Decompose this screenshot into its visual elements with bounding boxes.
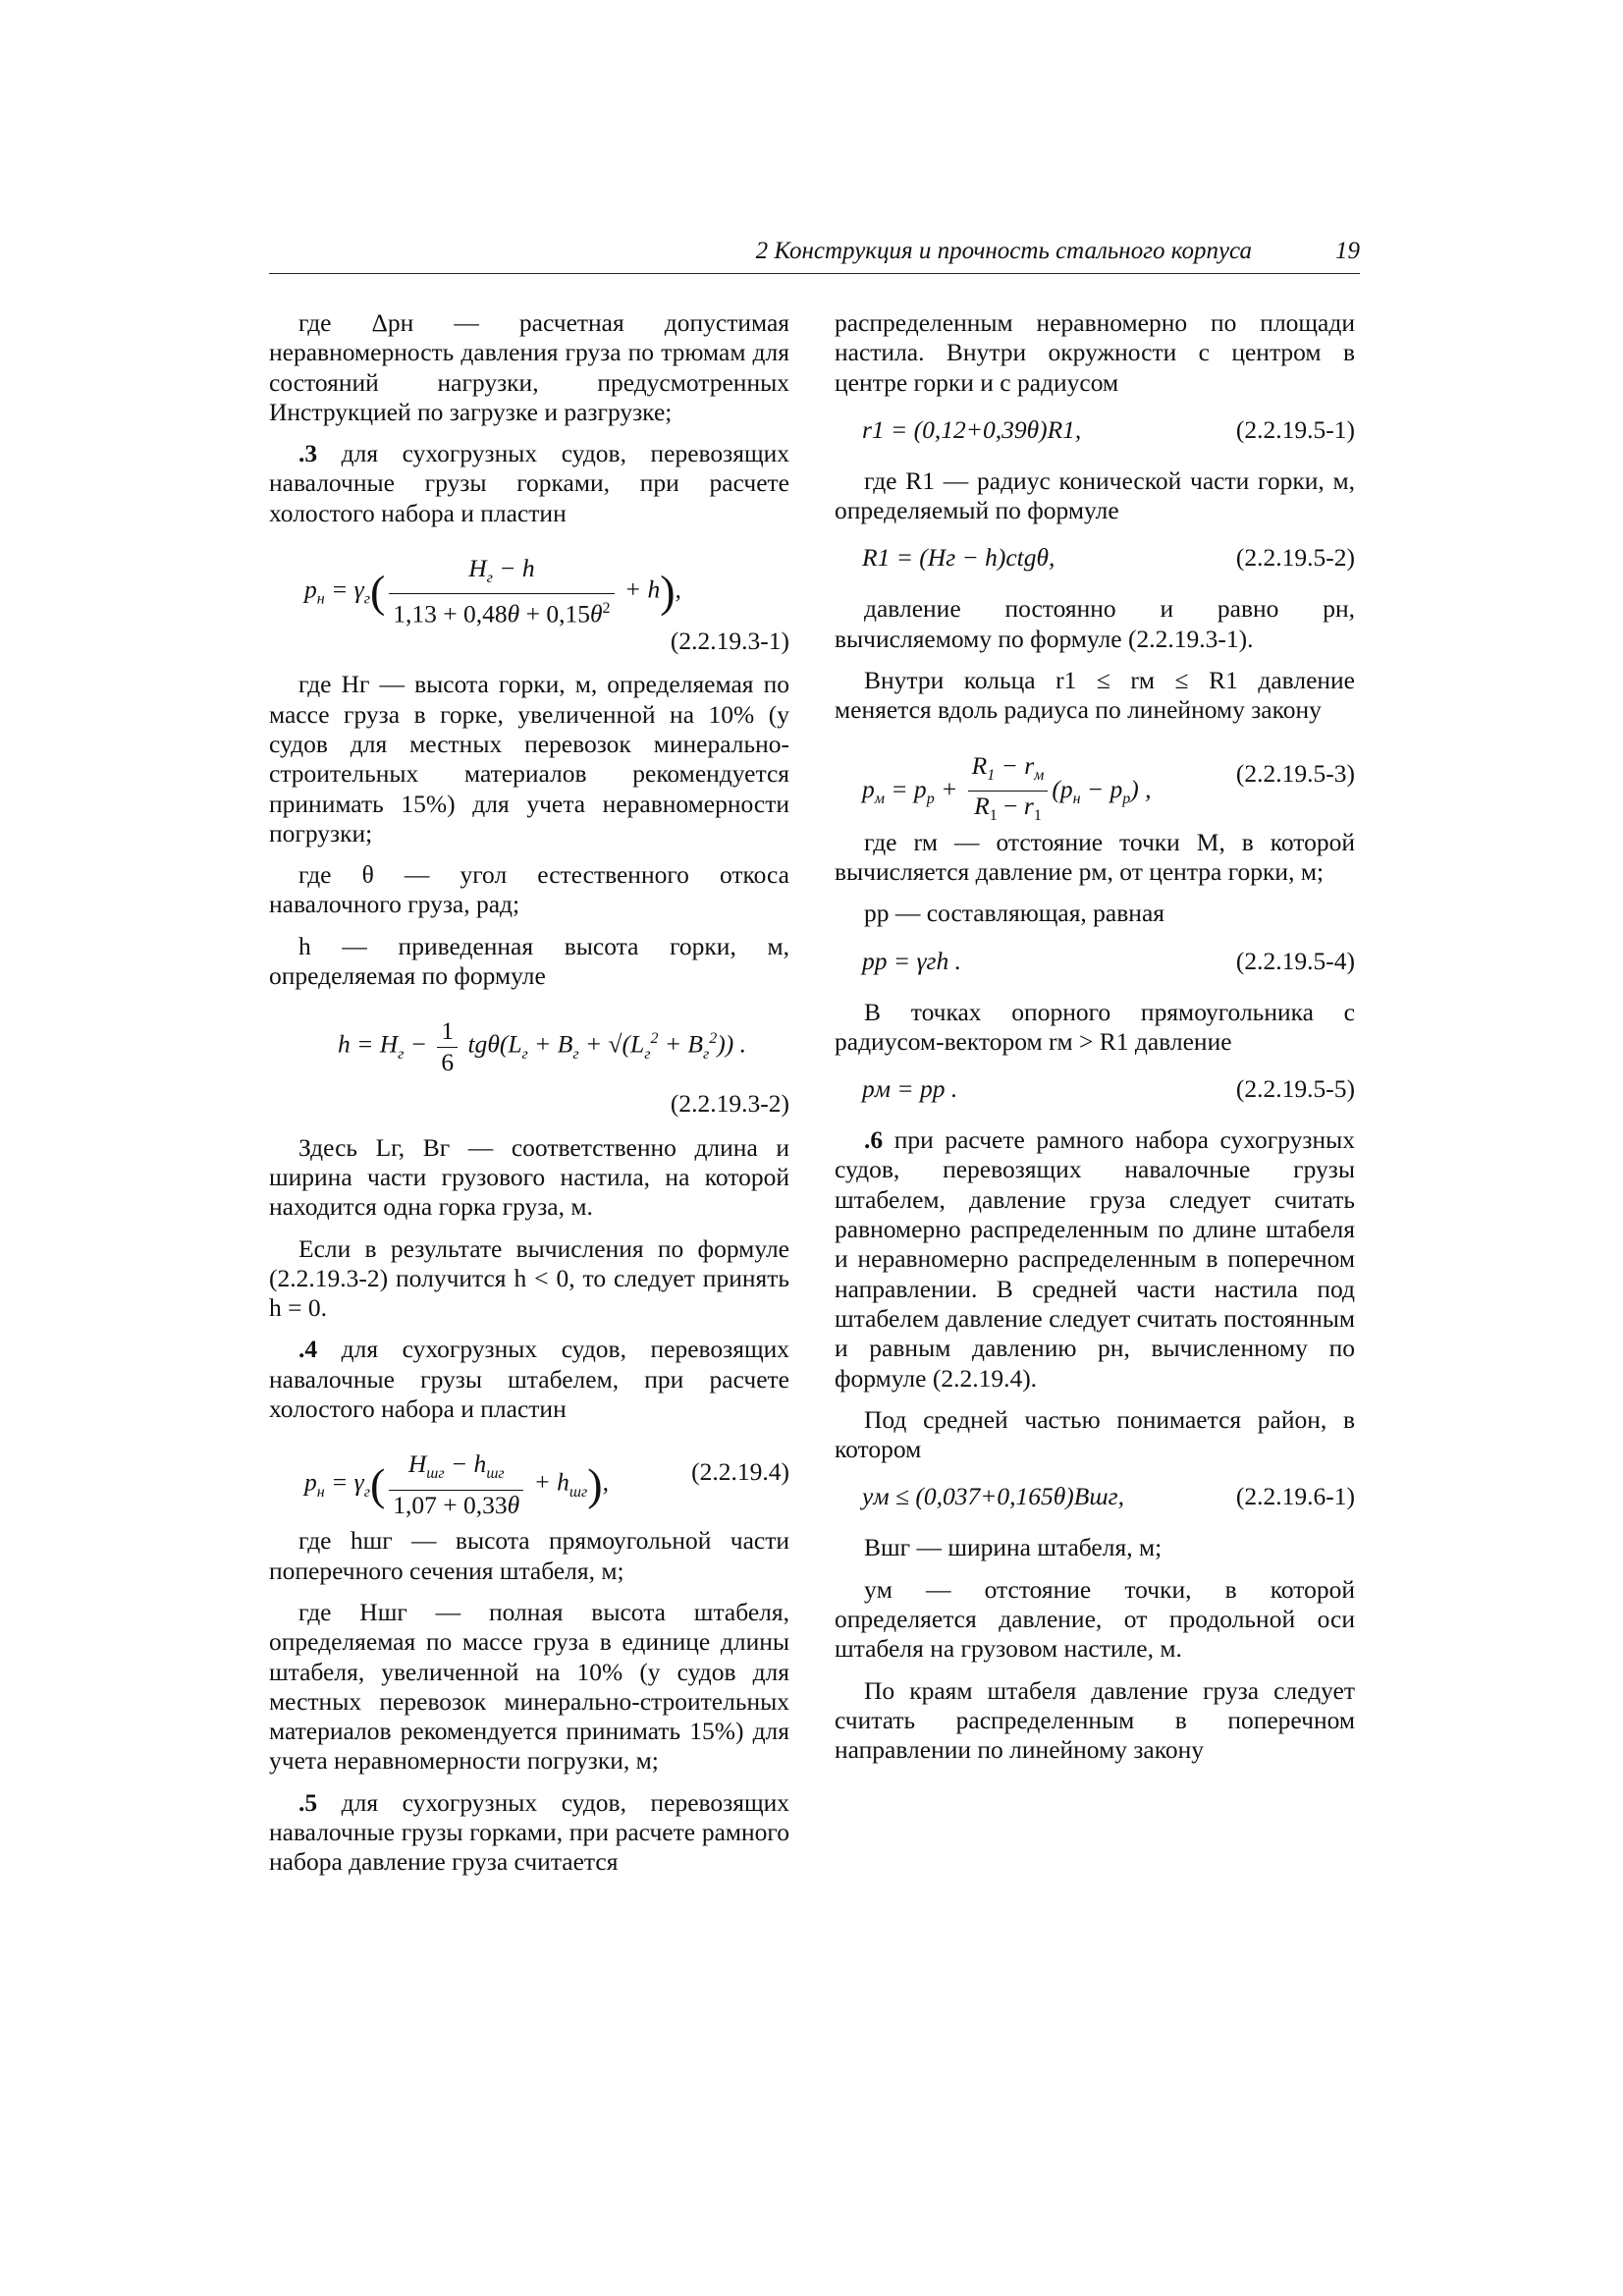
formula-2-2-19-3-2: $h = H_г$ − $\frac{1}{6}$ $tg\theta(L_г + B_г + √(L_г^2 + B_г^2))$ . [338, 1016, 746, 1076]
paragraph: pр — составляющая, равная [864, 899, 1164, 928]
paragraph: По краям штабеля давление груза следует считать распределенным в поперечном направлении по линейному закону [835, 1675, 1355, 1765]
section-title: 2 Конструкция и прочность стального корпуса [755, 238, 1252, 264]
formula-number: (2.2.19.5-3) [1235, 758, 1355, 788]
paragraph: yм — отстояние точки, в которой определяется давление, от продольной оси штабеля на грузовом настиле, м. [835, 1574, 1355, 1664]
paragraph: Под средней частью понимается район, в котором [835, 1404, 1355, 1464]
paragraph: где Hшг — полная высота штабеля, определяемая по массе груза в единице длины штабеля, увеличенной на 10% (у судов для местных перевозок минерально-строительных материалов рекомендуется принимать 15%) для учета неравномерности погрузки, м; [269, 1597, 789, 1776]
paragraph: где hшг — высота прямоугольной части поперечного сечения штабеля, м; [269, 1526, 789, 1585]
formula-2-2-19-5-5 [835, 1068, 1355, 1112]
formula-expression: yм ≤ (0,037+0,165θ)Bшг, [862, 1482, 1124, 1511]
formula-number: (2.2.19.5-4) [1235, 946, 1355, 975]
item-number: .4 [298, 1335, 318, 1364]
left-column [269, 308, 789, 1889]
formula-number: (2.2.19.4) [691, 1457, 789, 1487]
paragraph [269, 1335, 789, 1424]
formula-expression: pм = pр . [862, 1074, 958, 1104]
running-header [269, 238, 1360, 274]
formula-2-2-19-5-3: $p_м = p_р$ + $\frac{R_1 - r_м}{R_1 - r_1}$ $(p_н - p_р)$ , (2.2.19.5-3) [862, 750, 1355, 825]
right-column [835, 308, 1355, 1777]
paragraph: h — приведенная высота горки, м, определяемая по формуле [269, 931, 789, 991]
item-number: .5 [298, 1787, 318, 1817]
paragraph [835, 1125, 1355, 1394]
formula-2-2-19-4: $p_н = \gamma_г$( $\frac{H_{шг} - h_{шг}}{1,07 + 0,33\theta}$ + $h_{шг}$), (2.2.19.4) [304, 1449, 789, 1519]
paragraph-text: при расчете рамного набора сухогрузных судов, перевозящих навалочные грузы штабелем, давление груза следует считать равномерно распределенным по длине штабеля и неравномерно распределенным в поперечном направлении. В средней части настила под штабелем давление следует считать постоянным и равным давлению pн, вычисленному по формуле (2.2.19.4). [835, 1125, 1355, 1393]
formula-number: (2.2.19.5-2) [1235, 543, 1355, 573]
formula-2-2-19-6-1 [835, 1476, 1355, 1519]
paragraph: Внутри кольца r1 ≤ rм ≤ R1 давление меняется вдоль радиуса по линейному закону [835, 666, 1355, 725]
formula-expression: R1 = (Hг − h)ctgθ, [862, 543, 1055, 573]
paragraph: Если в результате вычисления по формуле (2.2.19.3-2) получится h < 0, то следует принять h = 0. [269, 1233, 789, 1323]
formula-expression: r1 = (0,12+0,39θ)R1, [862, 414, 1082, 444]
formula-2-2-19-5-2 [835, 537, 1355, 580]
item-number: .3 [298, 439, 318, 468]
formula-number: (2.2.19.3-2) [670, 1089, 789, 1119]
paragraph-text: для сухогрузных судов, перевозящих навалочные грузы горками, при расчете рамного набора давление груза считается [269, 1787, 789, 1877]
page-number: 19 [1335, 238, 1360, 264]
item-number: .6 [864, 1125, 884, 1155]
paragraph-text: для сухогрузных судов, перевозящих навалочные грузы штабелем, при расчете холостого набора и пластин [269, 1335, 789, 1424]
paragraph [269, 439, 789, 528]
paragraph: где Δpн — расчетная допустимая неравномерность давления груза по трюмам для состояний нагрузки, предусмотренных Инструкцией по загрузке и разгрузке; [269, 308, 789, 426]
formula-number: (2.2.19.5-5) [1235, 1074, 1355, 1104]
formula-number: (2.2.19.3-1) [670, 627, 789, 656]
paragraph: где Hг — высота горки, м, определяемая по массе груза в горке, увеличенной на 10% (у судов для местных перевозок минерально-строительных материалов рекомендуется принимать 15%) для учета неравномерности погрузки; [269, 670, 789, 847]
paragraph: Здесь Lг, Bг — соответственно длина и ширина части грузового настила, на которой находится одна горка груза, м. [269, 1132, 789, 1222]
paragraph: где rм — отстояние точки M, в которой вычисляется давление pм, от центра горки, м; [835, 827, 1355, 886]
formula-2-2-19-5-4 [835, 941, 1355, 984]
paragraph-text: для сухогрузных судов, перевозящих навалочные грузы горками, при расчете холостого набора и пластин [269, 439, 789, 527]
paragraph: где θ — угол естественного откоса навалочного груза, рад; [269, 860, 789, 919]
formula-2-2-19-3-1: $p_н = \gamma_г$( $\frac{H_г - h}{1,13 + 0,48\theta + 0,15\theta^2}$ + h), [304, 554, 681, 629]
paragraph [269, 1788, 789, 1878]
paragraph: распределенным неравномерно по площади настила. Внутри окружности с центром в центре горки и с радиусом [835, 308, 1355, 397]
paragraph: Bшг — ширина штабеля, м; [864, 1533, 1163, 1562]
formula-number: (2.2.19.5-1) [1235, 414, 1355, 444]
paragraph: В точках опорного прямоугольника с радиусом-вектором rм > R1 давление [835, 997, 1355, 1056]
formula-2-2-19-5-1 [835, 410, 1355, 453]
paragraph: где R1 — радиус конической части горки, м, определяемый по формуле [835, 465, 1355, 525]
formula-number: (2.2.19.6-1) [1235, 1482, 1355, 1511]
paragraph: давление постоянно и равно pн, вычисляемому по формуле (2.2.19.3-1). [835, 594, 1355, 653]
formula-expression: pр = γгh . [862, 946, 961, 975]
